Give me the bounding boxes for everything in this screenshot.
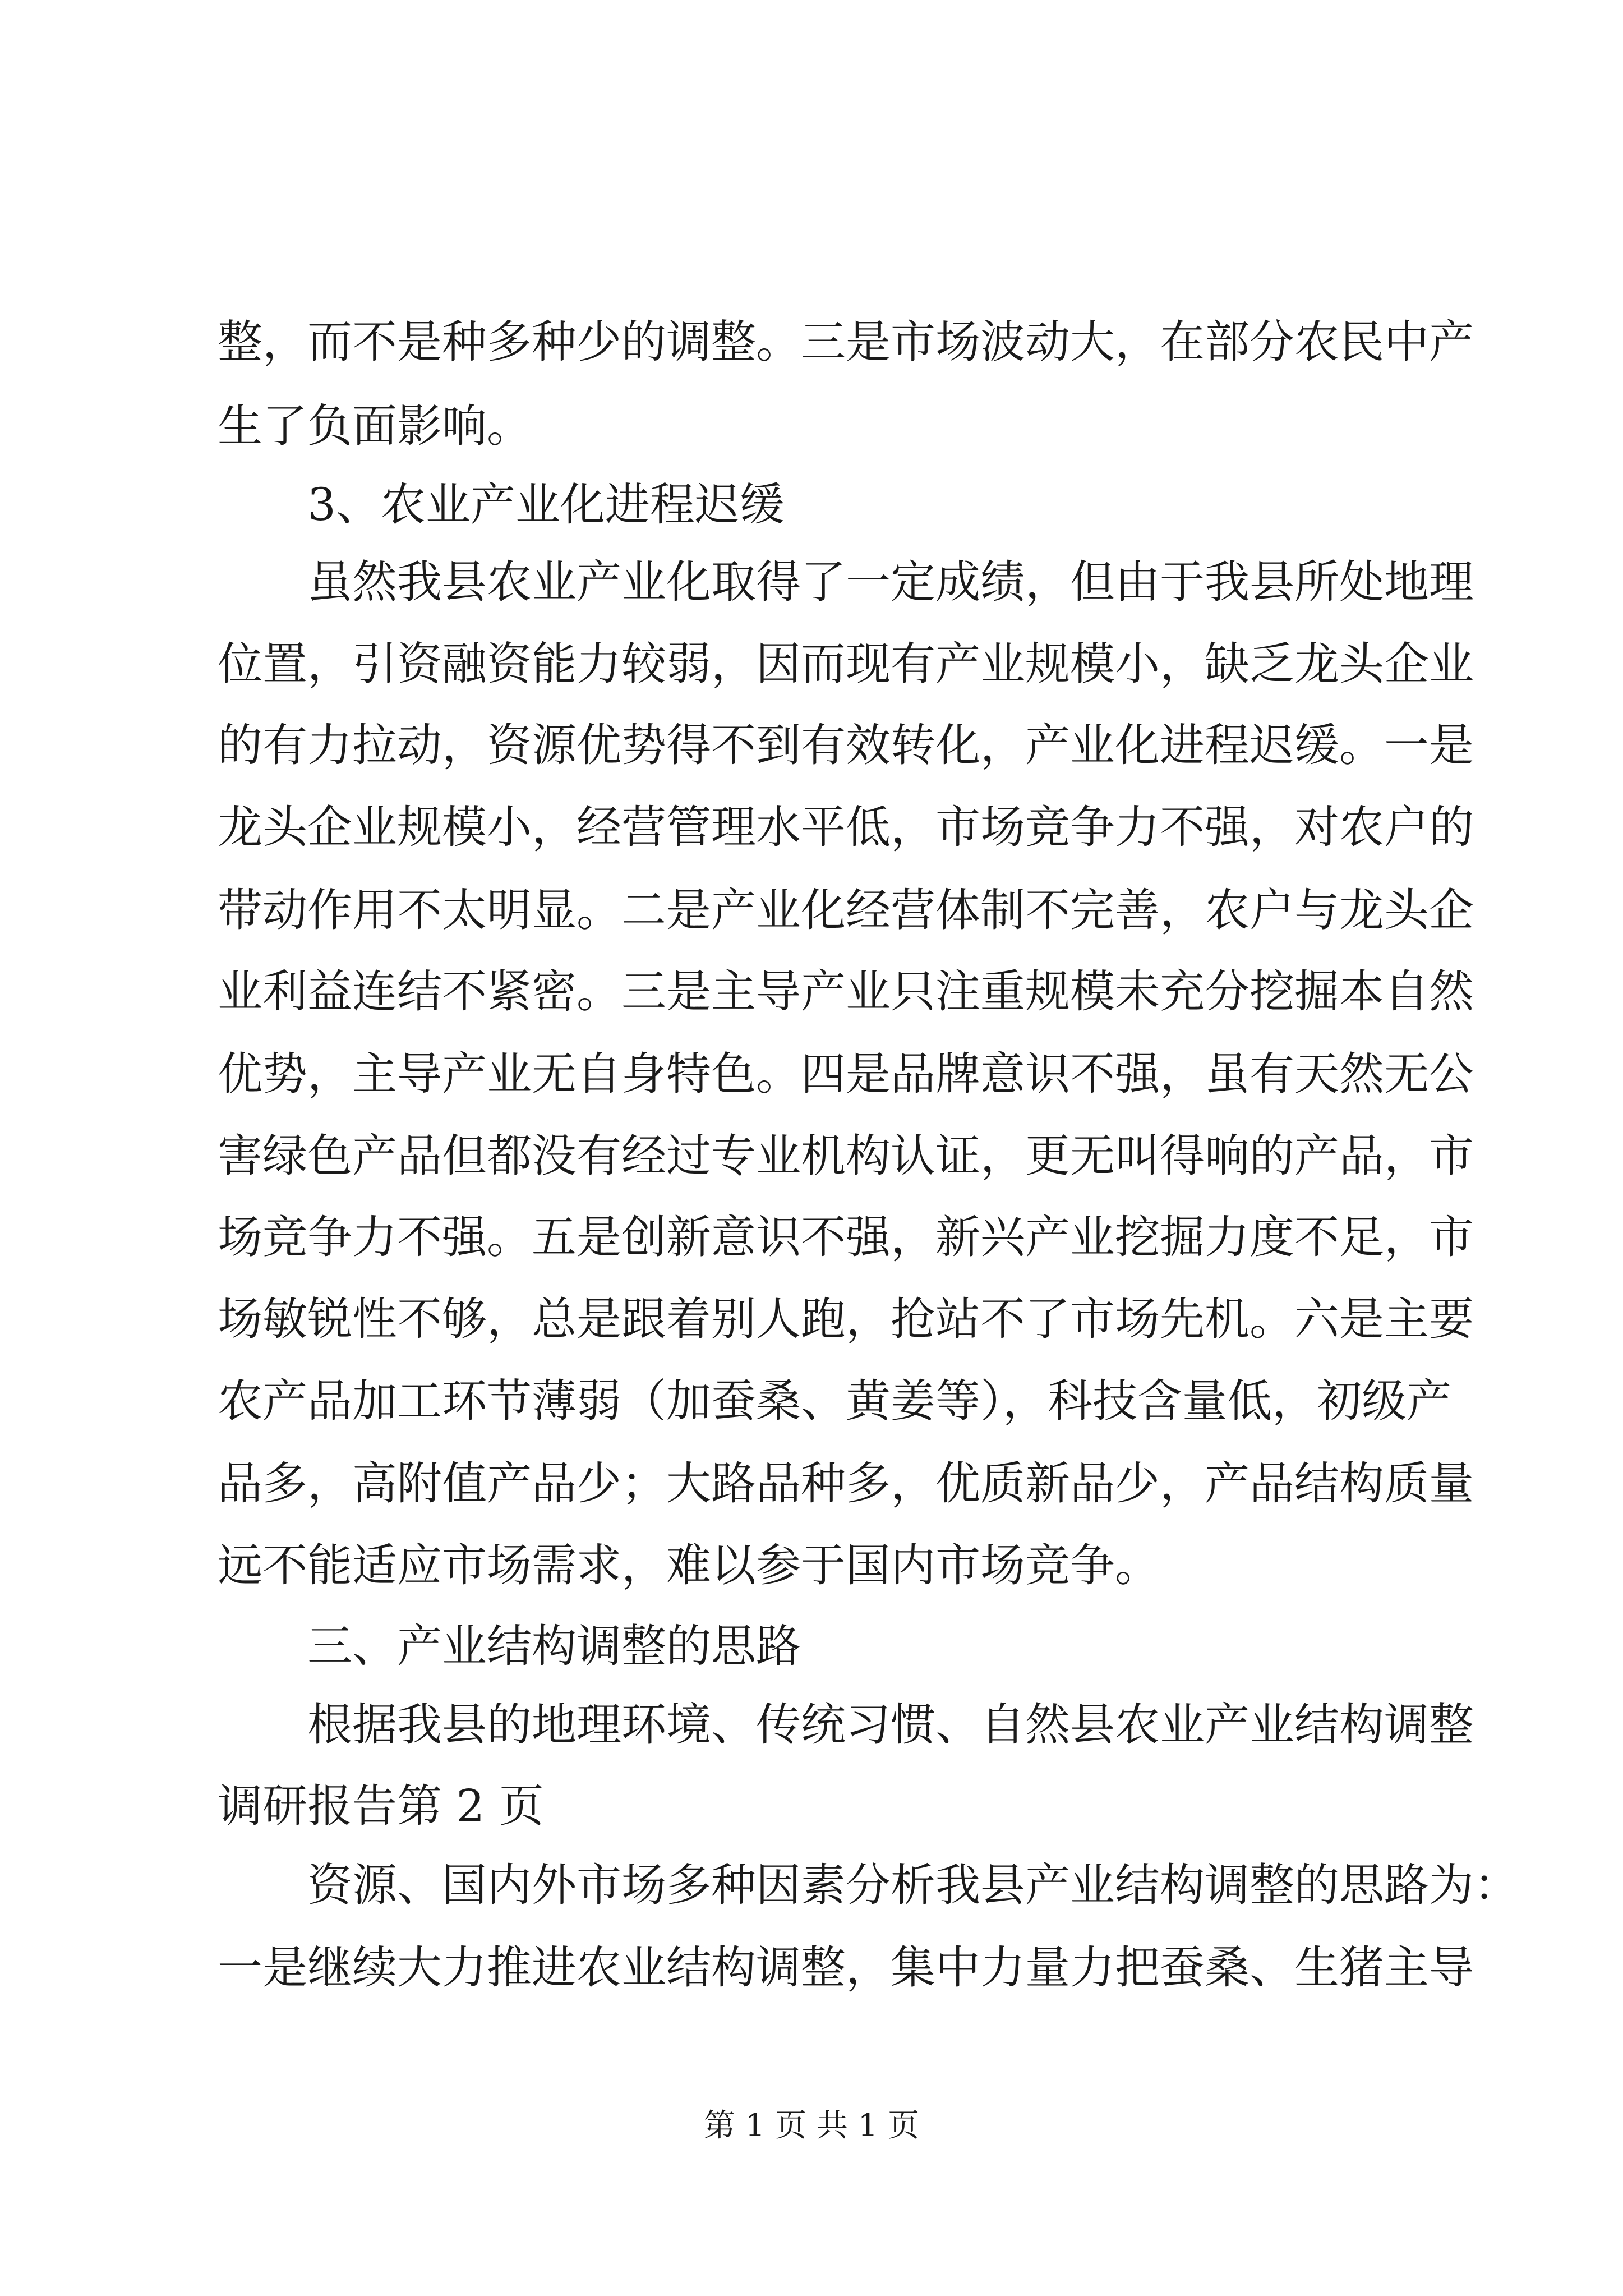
text-line: 优势，主导产业无自身特色。四是品牌意识不强，虽有天然无公	[218, 1048, 1474, 1100]
text-line: 龙头企业规模小，经营管理水平低，市场竞争力不强，对农户的	[218, 801, 1474, 853]
text-line: 一是继续大力推进农业结构调整，集中力量力把蚕桑、生猪主导	[218, 1941, 1474, 1994]
text-line: 品多，高附值产品少；大路品种多，优质新品少，产品结构质量	[218, 1457, 1474, 1510]
text-line: 害绿色产品但都没有经过专业机构认证，更无叫得响的产品，市	[218, 1130, 1474, 1182]
text-line: 的有力拉动，资源优势得不到有效转化，产业化进程迟缓。一是	[218, 719, 1474, 771]
text-line: 生了负面影响。	[218, 400, 532, 452]
section-heading: 3、农业产业化进程迟缓	[307, 478, 785, 531]
text-line: 虽然我县农业产业化取得了一定成绩，但由于我县所处地理	[307, 556, 1474, 608]
text-line: 业利益连结不紧密。三是主导产业只注重规模未充分挖掘本自然	[218, 965, 1474, 1018]
text-line: 场竞争力不强。五是创新意识不强，新兴产业挖掘力度不足，市	[218, 1211, 1474, 1263]
text-line: 农产品加工环节薄弱（加蚕桑、黄姜等），科技含量低，初级产	[218, 1375, 1451, 1427]
text-line: 根据我县的地理环境、传统习惯、自然县农业产业结构调整	[307, 1699, 1474, 1751]
text-line: 资源、国内外市场多种因素分析我县产业结构调整的思路为：	[307, 1859, 1519, 1911]
text-line: 整，而不是种多种少的调整。三是市场波动大，在部分农民中产	[218, 316, 1474, 368]
text-line: 场敏锐性不够，总是跟着别人跑，抢站不了市场先机。六是主要	[218, 1293, 1474, 1345]
text-line: 带动作用不太明显。二是产业化经营体制不完善，农户与龙头企	[218, 884, 1474, 936]
text-line: 远不能适应市场需求，难以参于国内市场竞争。	[218, 1539, 1160, 1591]
text-line: 位置，引资融资能力较弱，因而现有产业规模小，缺乏龙头企业	[218, 638, 1474, 690]
section-heading: 三、产业结构调整的思路	[307, 1620, 801, 1672]
page-footer: 第 1 页 共 1 页	[703, 2108, 920, 2144]
text-line: 调研报告第 2 页	[218, 1780, 544, 1832]
